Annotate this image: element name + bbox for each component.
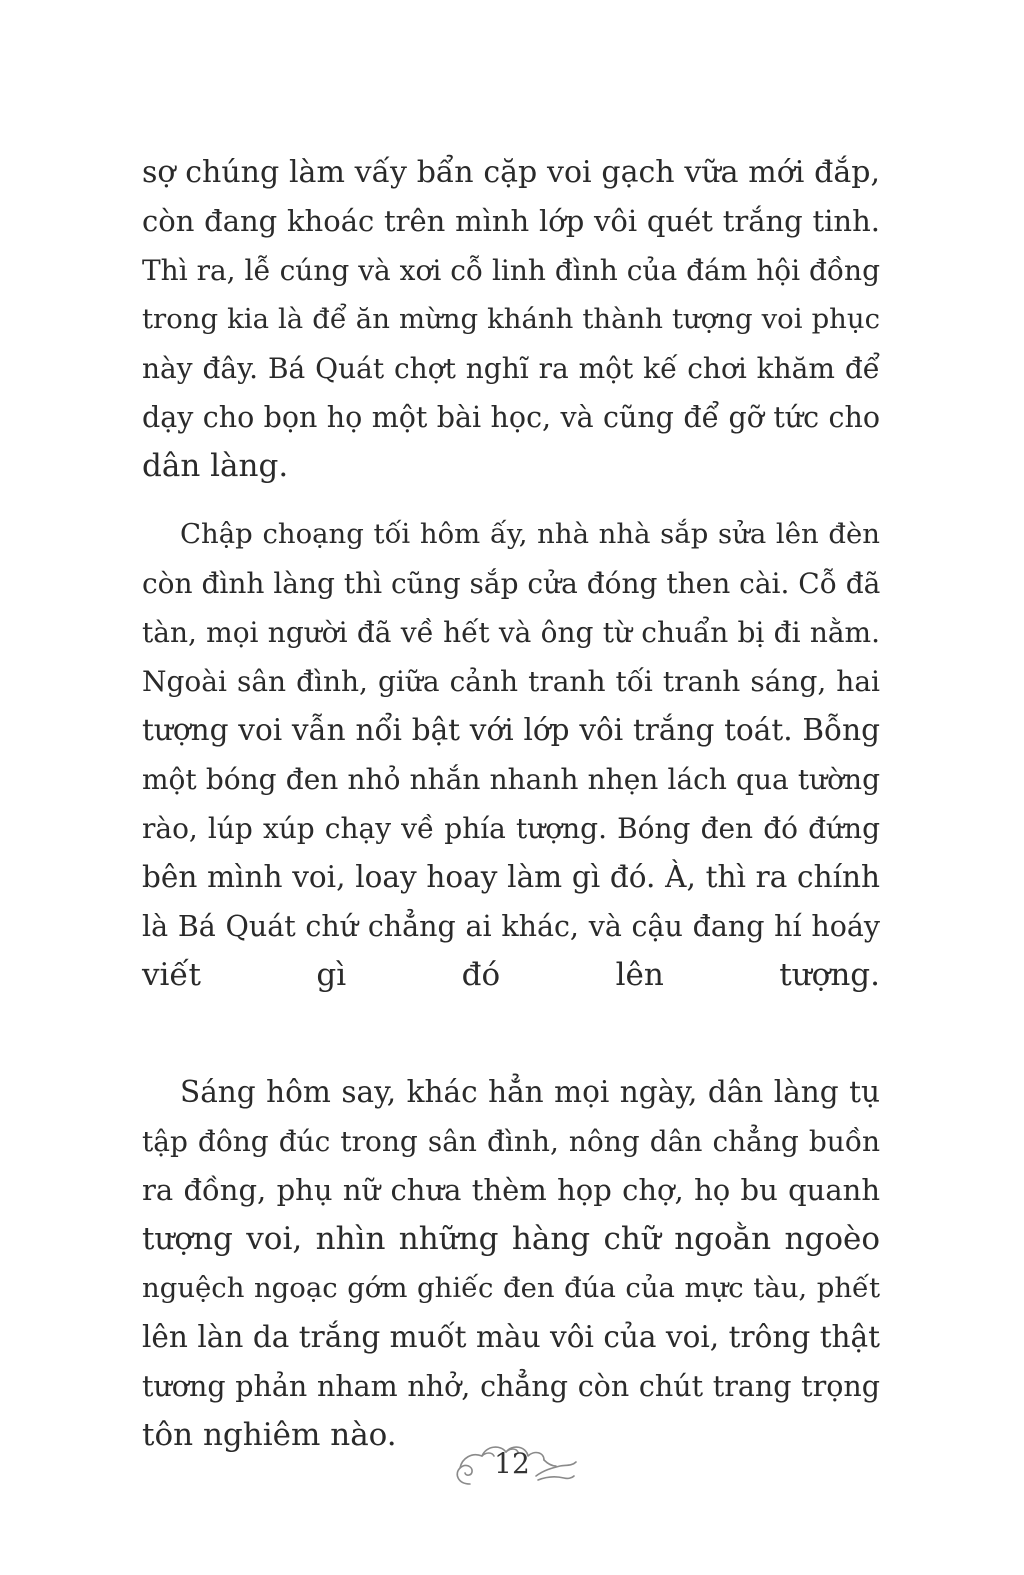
- text-line: ra đồng, phụ nữ chưa thèm họp chợ, họ bu quanh: [142, 1173, 880, 1207]
- text-line: Ngoài sân đình, giữa cảnh tranh tối tranh sáng, hai: [142, 665, 880, 698]
- paragraph-2: [142, 510, 880, 1049]
- text-line: tương phản nham nhở, chẳng còn chút trang trọng: [142, 1370, 880, 1403]
- text-line: còn đang khoác trên mình lớp vôi quét trắng tinh.: [142, 204, 880, 238]
- text-line: này đây. Bá Quát chợt nghĩ ra một kế chơi khăm để: [142, 352, 880, 385]
- text-line: viết gì đó lên tượng.: [142, 957, 880, 993]
- text-line: dân làng.: [142, 448, 289, 484]
- text-line: tượng voi vẫn nổi bật với lớp vôi trắng toát. Bỗng: [142, 713, 880, 747]
- body-text: [142, 148, 880, 1479]
- text-line: [142, 1000, 880, 1049]
- text-line: một bóng đen nhỏ nhắn nhanh nhẹn lách qua tường: [142, 763, 880, 796]
- text-line: tàn, mọi người đã về hết và ông từ chuẩn bị đi nằm.: [142, 616, 880, 649]
- text-line: tôn nghiêm nào.: [142, 1417, 397, 1453]
- text-line: rào, lúp xúp chạy về phía tượng. Bóng đen đó đứng: [142, 812, 880, 845]
- paragraph-1: [142, 148, 880, 491]
- text-line: Sáng hôm say, khác hẳn mọi ngày, dân làng tụ: [180, 1075, 880, 1109]
- text-line: là Bá Quát chứ chẳng ai khác, và cậu đang hí hoáy: [142, 910, 880, 943]
- text-line: tập đông đúc trong sân đình, nông dân chẳng buồn: [142, 1125, 880, 1158]
- text-line: còn đình làng thì cũng sắp cửa đóng then cài. Cỗ đã: [142, 567, 881, 600]
- text-line: nguệch ngoạc gớm ghiếc đen đúa của mực tàu, phết: [142, 1272, 880, 1304]
- text-line: trong kia là để ăn mừng khánh thành tượng voi phục: [142, 303, 880, 335]
- text-line: Thì ra, lễ cúng và xơi cỗ linh đình của đám hội đồng: [142, 254, 880, 287]
- page-number: 12: [494, 1447, 530, 1480]
- text-line: lên làn da trắng muốt màu vôi của voi, trông thật: [142, 1320, 880, 1354]
- page-number-ornament: [448, 1436, 580, 1496]
- text-line: dạy cho bọn họ một bài học, và cũng để gỡ tức cho: [142, 401, 880, 434]
- text-line: tượng voi, nhìn những hàng chữ ngoằn ngoèo: [142, 1221, 880, 1257]
- paragraph-3: [142, 1068, 880, 1460]
- text-line: Chập choạng tối hôm ấy, nhà nhà sắp sửa lên đèn: [180, 518, 880, 550]
- text-line: bên mình voi, loay hoay làm gì đó. À, thì ra chính: [142, 860, 880, 894]
- text-line: sợ chúng làm vấy bẩn cặp voi gạch vữa mới đắp,: [142, 155, 880, 190]
